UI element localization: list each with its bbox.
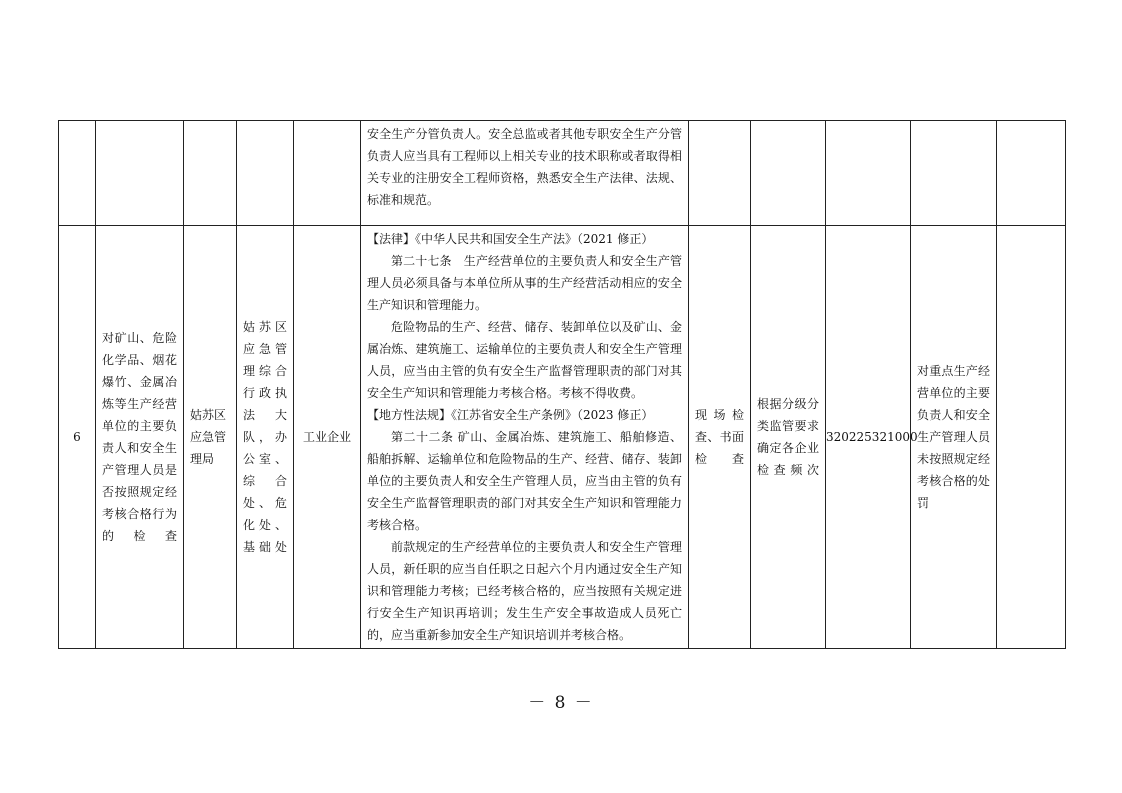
cell-extra <box>997 226 1066 649</box>
authority-name: 姑苏区应急管理局 <box>190 408 227 466</box>
law-title: 【法律】《中华人民共和国安全生产法》（2021 修正） <box>367 232 654 246</box>
cell-dept <box>237 226 294 649</box>
cell-penalty <box>911 121 997 226</box>
cell-method <box>689 121 751 226</box>
item-code: 320225321000 <box>826 430 918 444</box>
cell-legal-basis <box>361 226 689 649</box>
cell-code <box>826 121 911 226</box>
row-number: 6 <box>73 430 81 444</box>
cell-frequency <box>751 226 826 649</box>
cell-authority <box>184 226 237 649</box>
cell-method <box>689 226 751 649</box>
cell-object <box>294 121 361 226</box>
inspection-item: 对矿山、危险化学品、烟花爆竹、金属冶炼等生产经营单位的主要负责人和安全生产管理人员是否按照规定经考核合格行为的检查 <box>102 331 177 543</box>
cell-code <box>826 226 918 649</box>
cell-frequency <box>751 121 826 226</box>
table-row-6 <box>59 226 1066 649</box>
dept-name: 姑苏区应急管理综合行政执法大队，办公室、综合处、危化处、基础处 <box>243 320 287 554</box>
legal-text: 安全生产分管负责人。安全总监或者其他专职安全生产分管负责人应当具有工程师以上相关专业的技术职称或者取得相关专业的注册安全工程师资格，熟悉安全生产法律、法规、标准和规范。 <box>367 127 682 207</box>
cell-extra <box>997 121 1066 226</box>
regulation-paragraph-1: 第二十二条 矿山、金属冶炼、建筑施工、船舶修造、船舶拆解、运输单位和危险物品的生产、经营、储存、装卸单位的主要负责人和安全生产管理人员，应当由主管的负有安全生产监督管理职责的部门对其安全生产知识和管理能力考核合格。 <box>367 430 682 532</box>
inspection-frequency: 根据分级分类监管要求确定各企业检查频次 <box>757 397 819 477</box>
law-paragraph-1: 第二十七条 生产经营单位的主要负责人和安全生产管理人员必须具备与本单位所从事的生产经营活动相应的安全生产知识和管理能力。 <box>367 254 682 312</box>
penalty-item: 对重点生产经营单位的主要负责人和安全生产管理人员未按照规定经考核合格的处罚 <box>917 364 990 510</box>
page-number: － 8 － <box>528 693 594 713</box>
cell-dept <box>237 121 294 226</box>
inspection-object: 工业企业 <box>302 430 351 444</box>
cell-legal-basis <box>361 121 689 226</box>
cell-authority <box>184 121 237 226</box>
cell-item <box>96 121 184 226</box>
inspection-method: 现场检查、书面检查 <box>695 408 744 466</box>
cell-no <box>59 226 96 649</box>
cell-object <box>294 226 361 649</box>
inspection-table <box>58 120 1066 649</box>
cell-item <box>96 226 184 649</box>
regulation-title: 【地方性法规】《江苏省安全生产条例》（2023 修正） <box>367 408 654 422</box>
law-paragraph-2: 危险物品的生产、经营、储存、装卸单位以及矿山、金属冶炼、建筑施工、运输单位的主要负责人和安全生产管理人员，应当由主管的负有安全生产监督管理职责的部门对其安全生产知识和管理能力考核合格。考核不得收费。 <box>367 320 682 400</box>
cell-penalty <box>911 226 997 649</box>
table-row-prev <box>59 121 1066 226</box>
regulation-paragraph-2: 前款规定的生产经营单位的主要负责人和安全生产管理人员，新任职的应当自任职之日起六个月内通过安全生产知识和管理能力考核；已经考核合格的，应当按照有关规定进行安全生产知识再培训；发生生产安全事故造成人员死亡的，应当重新参加安全生产知识培训并考核合格。 <box>367 540 682 642</box>
cell-no <box>59 121 96 226</box>
